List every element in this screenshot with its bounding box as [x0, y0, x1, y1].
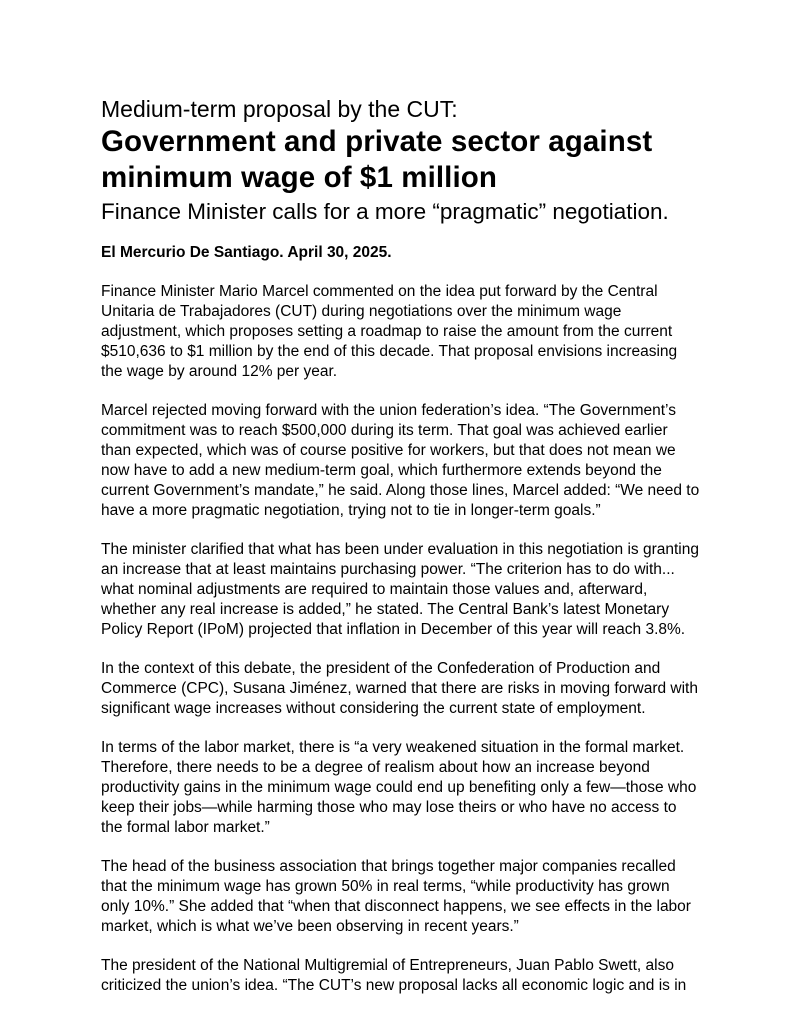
article-subhead: Finance Minister calls for a more “pragmatic” negotiation. — [101, 199, 669, 224]
article-kicker: Medium-term proposal by the CUT: — [101, 96, 458, 122]
article-paragraph-2: Marcel rejected moving forward with the union federation’s idea. “The Government’s commitment was to reach $500,000 during its term. That goal was achieved earlier than expected, which was of course positive for workers, but that does not mean we now have to add a new medium-term goal, which furthermore extends beyond the current Government’s mandate,” he said. Along those lines, Marcel added: “We need to have a more pragmatic negotiation, trying not to tie in longer-term goals.” — [101, 402, 700, 519]
article-paragraph-4: In the context of this debate, the president of the Confederation of Production and Commerce (CPC), Susana Jiménez, warned that there are risks in moving forward with significant wage increases without considering the current state of employment. — [101, 660, 698, 717]
article-source-dateline: El Mercurio De Santiago. April 30, 2025. — [101, 244, 392, 261]
article-headline: Government and private sector against minimum wage of $1 million — [101, 125, 653, 194]
article-paragraph-6: The head of the business association that brings together major companies recalled that the minimum wage has grown 50% in real terms, “while productivity has grown only 10%.” She added that “when that disconnect happens, we see effects in the labor market, which is what we’ve been observing in recent years.” — [101, 858, 691, 935]
article-paragraph-7: The president of the National Multigremial of Entrepreneurs, Juan Pablo Swett, also criticized the union’s idea. “The CUT’s new proposal lacks all economic logic and is in — [101, 957, 687, 994]
article-paragraph-3: The minister clarified that what has been under evaluation in this negotiation is granting an increase that at least maintains purchasing power. “The criterion has to do with... what nominal adjustments are required to maintain those values and, afterward, whether any real increase is added,” he stated. The Central Bank’s latest Monetary Policy Report (IPoM) projected that inflation in December of this year will reach 3.8%. — [101, 541, 699, 638]
article-paragraph-1: Finance Minister Mario Marcel commented on the idea put forward by the Central Unitaria de Trabajadores (CUT) during negotiations over the minimum wage adjustment, which proposes setting a roadmap to raise the amount from the current $510,636 to $1 million by the end of this decade. That proposal envisions increasing the wage by around 12% per year. — [101, 283, 678, 380]
article-paragraph-5: In terms of the labor market, there is “a very weakened situation in the formal market. Therefore, there needs to be a degree of realism about how an increase beyond productivity gains in the minimum wage could end up benefiting only a few—those who keep their jobs—while harming those who may lose theirs or who have no access to the formal labor market.” — [101, 739, 697, 836]
